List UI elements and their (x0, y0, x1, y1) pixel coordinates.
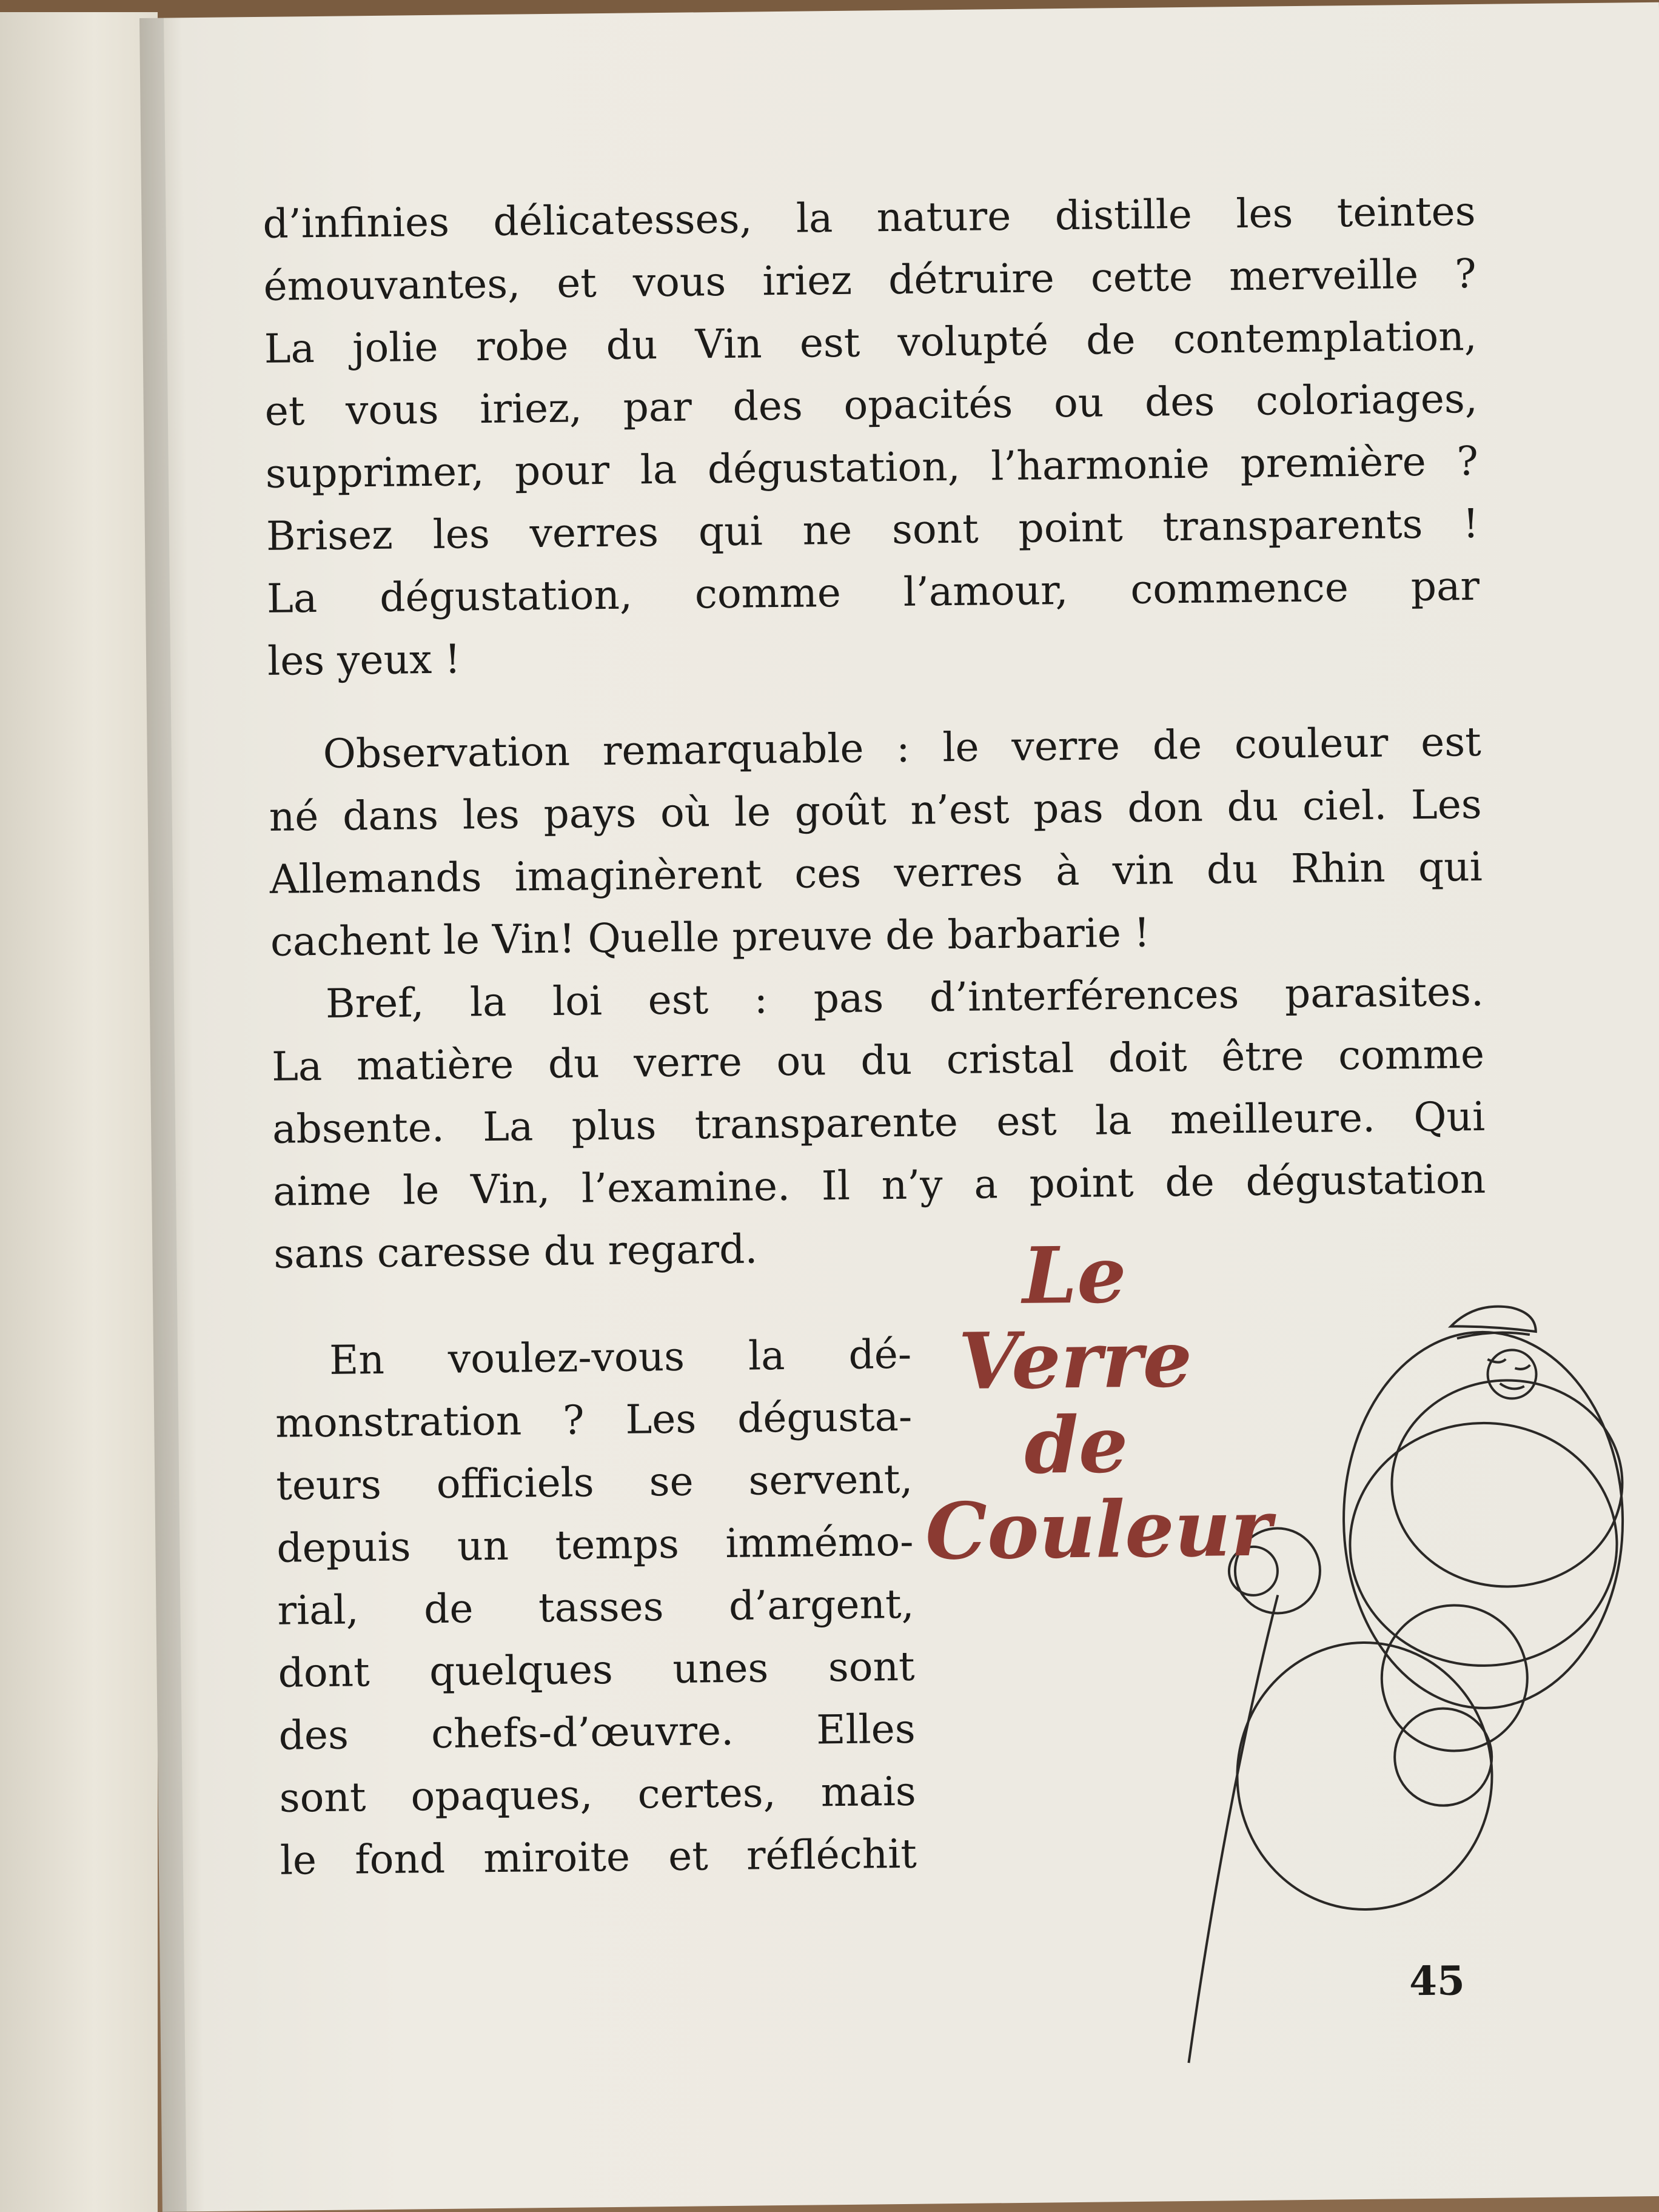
text-line: les yeux ! (267, 635, 461, 685)
text-line: dont quelques unes sont (278, 1643, 915, 1697)
text-line: supprimer, pour la dégustation, l’harmonie première ? (265, 437, 1479, 497)
text-line: aime le Vin, l’examine. Il n’y a point de dégustation (272, 1155, 1486, 1215)
text-line: teurs officiels se servent, (275, 1455, 913, 1509)
text-line: absente. La plus transparente est la meilleure. Qui (272, 1093, 1486, 1153)
text-line: depuis un temps immémo- (276, 1518, 914, 1572)
illustration-title (922, 1230, 1272, 1578)
paragraph-2 (268, 711, 1487, 1285)
text-line: sont opaques, certes, mais (279, 1768, 917, 1822)
text-line: le fond miroite et réfléchit (280, 1830, 917, 1884)
text-line: La jolie robe du Vin est volupté de contemplation, (264, 312, 1478, 372)
title-line: Verre (957, 1313, 1193, 1407)
text-line: Allemands imaginèrent ces verres à vin du Rhin qui (269, 843, 1483, 903)
title-line: Le (1022, 1230, 1127, 1322)
text-line: d’infinies délicatesses, la nature distille les teintes (263, 187, 1476, 247)
text-line: des chefs-d’œuvre. Elles (278, 1705, 916, 1759)
text-line: rial, de tasses d’argent, (277, 1580, 914, 1634)
left-page-edge (0, 12, 158, 2212)
text-line: cachent le Vin! Quelle preuve de barbarie ! (270, 909, 1150, 965)
text-line: En voulez-vous la dé- (329, 1330, 912, 1384)
page-number: 45 (1409, 1957, 1466, 2005)
text-line: Brisez les verres qui ne sont point transparents ! (266, 500, 1480, 560)
text-line: sans caresse du regard. (273, 1225, 758, 1278)
text-line: monstration ? Les dégusta- (275, 1393, 913, 1447)
text-line: émouvantes, et vous iriez détruire cette merveille ? (263, 250, 1476, 310)
text-line: et vous iriez, par des opacités ou des coloriages, (264, 375, 1478, 435)
title-line: de (1024, 1399, 1128, 1492)
paragraph-1 (263, 180, 1481, 692)
text-line: La dégustation, comme l’amour, commence par (266, 562, 1480, 622)
text-line: La matière du verre ou du cristal doit être comme (271, 1030, 1485, 1090)
title-line: Couleur (925, 1483, 1272, 1578)
text-line: Bref, la loi est : pas d’interférences parasites. (325, 968, 1484, 1027)
text-line: Observation remarquable : le verre de couleur est (323, 718, 1482, 777)
book-page (139, 2, 1659, 2212)
text-line: né dans les pays où le goût n’est pas don du ciel. Les (269, 780, 1483, 840)
paragraph-3 (275, 1323, 917, 1892)
